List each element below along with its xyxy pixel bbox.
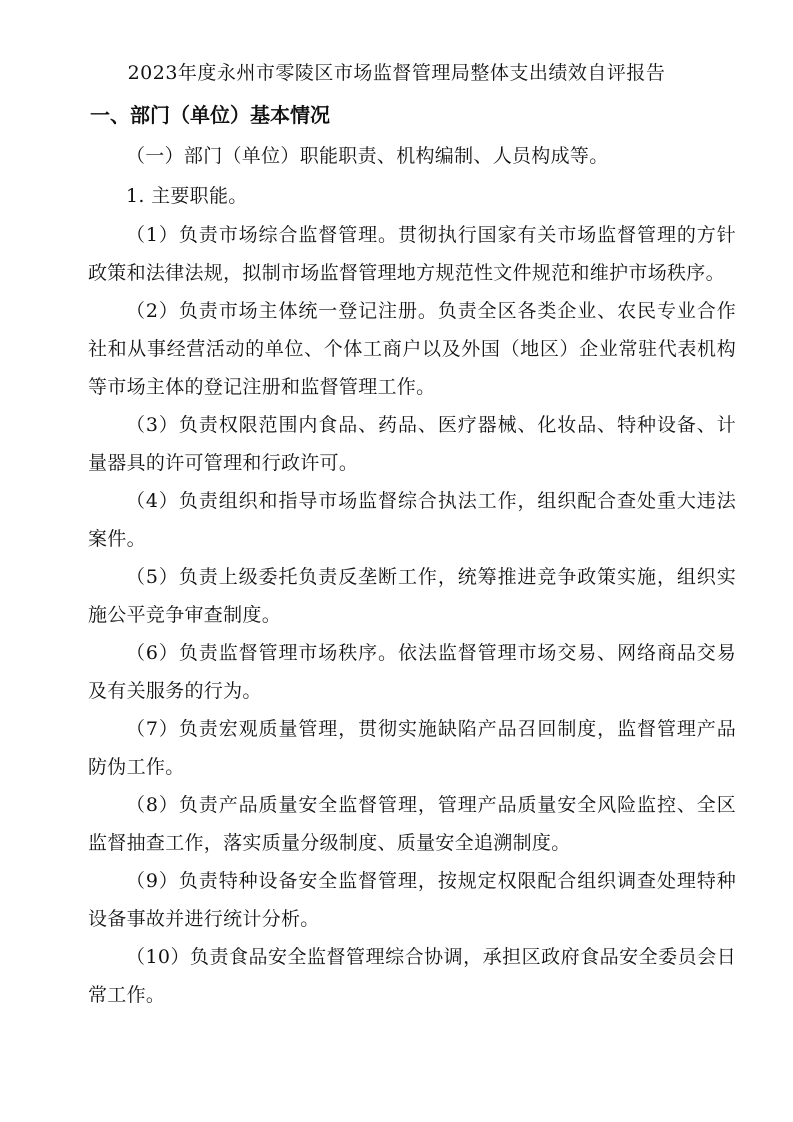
paragraph-duty-10: （10）负责食品安全监督管理综合协调，承担区政府食品安全委员会日常工作。	[88, 946, 736, 1006]
section-heading: 一、部门（单位）基本情况	[90, 103, 330, 127]
paragraph-duty-1: （1）负责市场综合监督管理。贯彻执行国家有关市场监督管理的方针政策和法律法规，拟制市场监督管理地方规范性文件规范和维护市场秩序。	[88, 224, 736, 284]
document-title: 2023年度永州市零陵区市场监督管理局整体支出绩效自评报告	[127, 62, 666, 84]
paragraph-duty-9: （9）负责特种设备安全监督管理，按规定权限配合组织调查处理特种设备事故并进行统计分析。	[88, 870, 736, 930]
paragraph-duty-7: （7）负责宏观质量管理，贯彻实施缺陷产品召回制度，监督管理产品防伪工作。	[88, 718, 736, 778]
paragraph-duty-3: （3）负责权限范围内食品、药品、医疗器械、化妆品、特种设备、计量器具的许可管理和行政许可。	[88, 414, 736, 474]
paragraph-duty-5: （5）负责上级委托负责反垄断工作，统筹推进竞争政策实施，组织实施公平竞争审查制度。	[88, 566, 736, 626]
paragraph-duty-2: （2）负责市场主体统一登记注册。负责全区各类企业、农民专业合作社和从事经营活动的单位、个体工商户以及外国（地区）企业常驻代表机构等市场主体的登记注册和监督管理工作。	[88, 300, 736, 398]
document-body	[88, 136, 736, 1014]
paragraph-duty-4: （4）负责组织和指导市场监督综合执法工作，组织配合查处重大违法案件。	[88, 490, 736, 550]
item-heading: 1. 主要职能。	[126, 185, 248, 207]
subsection-heading: （一）部门（单位）职能职责、机构编制、人员构成等。	[126, 145, 609, 167]
paragraph-duty-6: （6）负责监督管理市场秩序。依法监督管理市场交易、网络商品交易及有关服务的行为。	[88, 642, 736, 702]
paragraph-duty-8: （8）负责产品质量安全监督管理，管理产品质量安全风险监控、全区监督抽查工作，落实质量分级制度、质量安全追溯制度。	[88, 794, 736, 854]
